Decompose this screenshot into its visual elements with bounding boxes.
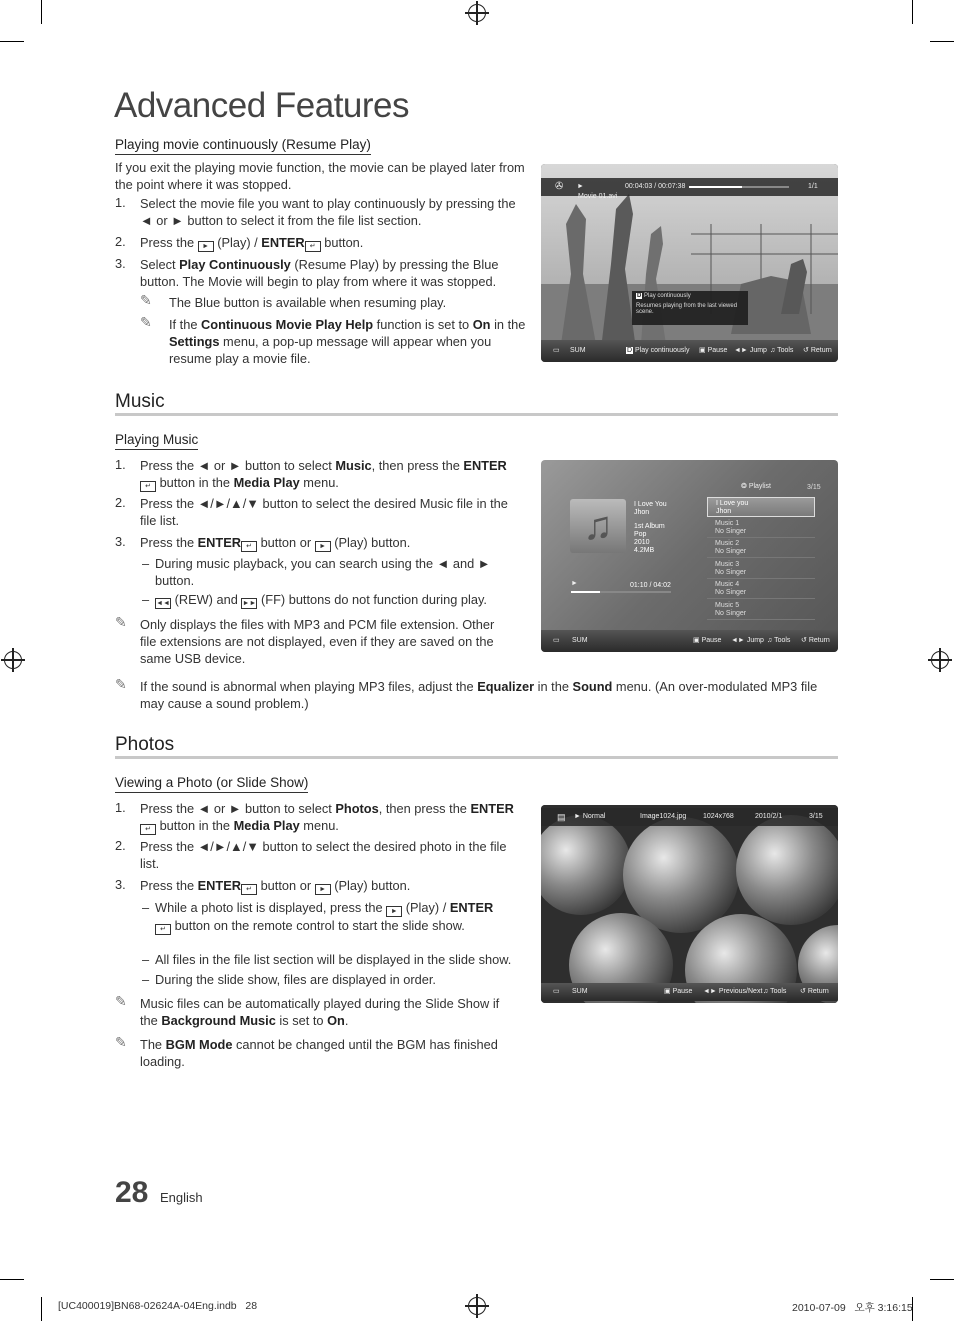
enter-icon: ↵ — [155, 924, 171, 935]
photo-key-bar: ▭ SUM ▣ Pause ◄► Previous/Next ♫ Tools ↺ Return — [541, 983, 838, 1001]
key-pause[interactable]: ▣ Pause — [699, 347, 728, 354]
photo-icon: ▤ — [557, 812, 566, 822]
play-button-icon: ► — [315, 884, 331, 895]
song-size: 4.2MB — [634, 547, 655, 554]
usb-icon: ▭ — [553, 637, 560, 644]
photo-filename: Image1024.jpg — [640, 813, 687, 820]
step-number: 2. — [115, 838, 126, 853]
photos-heading: Viewing a Photo (or Slide Show) — [115, 775, 308, 793]
music-step3: Press the ENTER ↵ button or ► (Play) button. — [140, 535, 411, 550]
music-heading: Playing Music — [115, 432, 198, 450]
key-tools[interactable]: ♫ Tools — [770, 347, 794, 354]
page-title: Advanced Features — [114, 86, 410, 125]
dash-bullet: – — [142, 556, 150, 571]
music-step1: Press the ◄ or ► button to select Music, then press the ENTER↵ button in the Media Play menu. — [140, 458, 507, 490]
album-art-music-note-icon: ♫ — [570, 499, 626, 553]
movie-icon: ✇ — [555, 181, 564, 192]
note-pencil-icon: ✎ — [115, 614, 127, 630]
key-tools[interactable]: ♫ Tools — [767, 637, 791, 644]
music-dash2: ◄◄ (REW) and ►► (FF) buttons do not function during play. — [156, 592, 487, 607]
key-jump[interactable]: ◄► Jump — [731, 637, 764, 644]
step-number: 1. — [115, 800, 126, 815]
music-note1: Only displays the files with MP3 and PCM file extension. Other file extensions are not displayed, even if they are saved on the same USB device. — [140, 617, 495, 666]
movie-screen — [541, 164, 838, 362]
playlist-item[interactable] — [707, 518, 815, 538]
photo-screen — [541, 805, 838, 1003]
resume-heading: Playing movie continuously (Resume Play) — [115, 137, 371, 155]
playlist-item-title: Music 1 — [715, 519, 740, 527]
music-dash1: During music playback, you can search using the ◄ and ► button. — [155, 556, 491, 588]
crop-mark — [41, 0, 42, 24]
page-number: 28 — [115, 1176, 149, 1209]
play-button-icon: ► — [386, 906, 402, 917]
music-screen — [541, 460, 838, 652]
playlist-item-title: Music 4 — [715, 581, 740, 588]
step-number: 1. — [115, 195, 126, 210]
registration-mark-icon — [4, 651, 22, 669]
photos-note2: The BGM Mode cannot be changed until the BGM has finished loading. — [140, 1037, 498, 1069]
enter-icon: ↵ — [140, 824, 156, 835]
enter-icon: ↵ — [305, 241, 321, 252]
playlist-item-artist: No Singer — [715, 568, 747, 576]
playlist-item-title: Music 3 — [715, 560, 740, 568]
key-return[interactable]: ↺ Return — [800, 988, 829, 995]
footer-language: English — [160, 1190, 203, 1205]
crop-mark — [912, 0, 913, 24]
enter-icon: ↵ — [140, 481, 156, 492]
dash-bullet: – — [142, 900, 150, 915]
photo-date: 2010/2/1 — [755, 813, 783, 820]
song-artist: Jhon — [634, 509, 650, 516]
movie-progress-fill — [689, 186, 742, 188]
photo-mode: ► Normal — [574, 813, 606, 820]
movie-key-bar: ▭ SUM D Play continuously ▣ Pause ◄► Jump ♫ Tools ↺ Return — [541, 340, 838, 362]
note-pencil-icon: ✎ — [140, 292, 152, 308]
photos-dash1: While a photo list is displayed, press the ► (Play) / ENTER↵ button on the remote control to start the slide show. — [155, 900, 494, 933]
note-pencil-icon: ✎ — [115, 676, 127, 692]
play-button-icon: ► — [198, 241, 214, 252]
play-state-icon: ► — [577, 183, 584, 190]
registration-mark-icon — [931, 651, 949, 669]
playlist-item-artist: No Singer — [715, 589, 747, 596]
key-pause[interactable]: ▣ Pause — [664, 988, 693, 995]
playlist-item[interactable] — [707, 497, 815, 517]
photo-page: 3/15 — [809, 813, 823, 820]
play-button-icon: ► — [315, 541, 331, 552]
step-number: 3. — [115, 256, 126, 271]
crop-mark — [930, 1279, 954, 1280]
movie-page: 1/1 — [808, 183, 818, 190]
section-divider — [115, 413, 838, 416]
playlist-item-artist: No Singer — [715, 527, 747, 535]
step-number: 2. — [115, 234, 126, 249]
section-divider — [115, 756, 838, 759]
key-return[interactable]: ↺ Return — [803, 347, 832, 354]
d-button-icon: D — [637, 293, 642, 299]
song-title: I Love You — [634, 501, 667, 508]
photos-step3: Press the ENTER ↵ button or ► (Play) button. — [140, 878, 411, 893]
enter-icon: ↵ — [241, 884, 257, 895]
playlist-item-artist: Jhon — [716, 508, 732, 515]
music-note2: If the sound is abnormal when playing MP3 files, adjust the Equalizer in the Sound menu. (An over-modulated MP3 file may cause a sound problem.) — [140, 679, 818, 711]
step-number: 3. — [115, 877, 126, 892]
play-state-icon: ► — [571, 580, 578, 587]
dash-bullet: – — [142, 952, 150, 967]
crop-mark — [0, 1279, 24, 1280]
music-progress-fill — [571, 591, 600, 593]
song-year: 2010 — [634, 539, 650, 546]
photos-step2: Press the ◄/►/▲/▼ button to select the desired photo in the file list. — [140, 839, 507, 871]
footer-date-info: 2010-07-09 오후 3:16:15 — [792, 1302, 913, 1314]
crop-mark — [930, 41, 954, 42]
music-key-bar: ▭ SUM ▣ Pause ◄► Jump ♫ Tools ↺ Return — [541, 630, 838, 652]
photos-note1: Music files can be automatically played during the Slide Show if the Background Music is set to On. — [140, 996, 500, 1028]
playlist-item-title: I Love you — [716, 500, 749, 507]
resume-step1: Select the movie file you want to play continuously by pressing the ◄ or ► button to select it from the file list section. — [140, 196, 516, 228]
step-number: 1. — [115, 457, 126, 472]
song-details — [634, 501, 667, 555]
photos-step1: Press the ◄ or ► button to select Photos, then press the ENTER↵ button in the Media Play menu. — [140, 801, 514, 833]
key-tools[interactable]: ♫ Tools — [763, 988, 787, 995]
song-genre: Pop — [634, 531, 647, 538]
movie-progress-track[interactable] — [689, 186, 789, 188]
song-album: 1st Album — [634, 523, 665, 530]
movie-filename: Movie 01.avi — [578, 193, 618, 200]
registration-mark-icon — [468, 4, 486, 22]
crop-mark — [0, 41, 24, 42]
step-number: 2. — [115, 495, 126, 510]
key-pause[interactable]: ▣ Pause — [693, 637, 722, 644]
enter-icon: ↵ — [241, 541, 257, 552]
resume-intro: If you exit the playing movie function, the movie can be played later from the point where it was stopped. — [115, 160, 525, 192]
photos-dash2: All files in the file list section will be displayed in the slide show. — [155, 952, 512, 967]
photo-resolution: 1024x768 — [703, 813, 734, 820]
ff-icon: ►► — [242, 600, 257, 607]
playlist-item[interactable] — [707, 559, 815, 579]
key-jump[interactable]: ◄► Jump — [734, 347, 767, 354]
key-return[interactable]: ↺ Return — [801, 637, 830, 644]
playlist-item[interactable] — [707, 538, 815, 558]
photos-dash3: During the slide show, files are displayed in order. — [155, 972, 436, 987]
registration-mark-icon — [468, 1297, 486, 1315]
playlist-item-artist: No Singer — [715, 548, 747, 555]
resume-popup: D Play continuously Resumes playing from the last viewed scene. — [632, 291, 748, 325]
usb-icon: ▭ — [553, 988, 560, 995]
key-previous-next[interactable]: ◄► Previous/Next — [703, 988, 763, 995]
usb-icon: ▭ — [553, 347, 560, 354]
apples-photo-image — [541, 805, 838, 1003]
dash-bullet: – — [142, 592, 150, 607]
dash-bullet: – — [142, 972, 150, 987]
crop-mark — [41, 1297, 42, 1321]
key-play-continuously[interactable]: D Play continuously — [627, 347, 690, 354]
resume-note1: The Blue button is available when resuming play. — [169, 295, 447, 310]
playlist-item[interactable] — [707, 600, 815, 620]
note-pencil-icon: ✎ — [115, 993, 127, 1009]
photo-info-bar — [541, 808, 838, 826]
resume-step3: Select Play Continuously (Resume Play) by pressing the Blue button. The Movie will begin to play from where it was stopped. — [140, 257, 499, 289]
playlist-item-artist: No Singer — [715, 609, 747, 617]
music-section-title: Music — [115, 391, 165, 412]
playlist-item-title: Music 5 — [715, 601, 740, 609]
resume-step2: Press the ► (Play) / ENTER ↵ button. — [140, 235, 364, 250]
music-page: 3/15 — [807, 484, 821, 491]
photos-section-title: Photos — [115, 734, 175, 755]
rew-icon: ◄◄ — [156, 600, 170, 607]
playlist-item-title: Music 2 — [715, 540, 740, 547]
music-step2: Press the ◄/►/▲/▼ button to select the desired Music file in the file list. — [140, 496, 508, 528]
note-pencil-icon: ✎ — [115, 1034, 127, 1050]
music-time: 01:10 / 04:02 — [630, 582, 671, 589]
music-progress-track[interactable] — [571, 591, 671, 593]
resume-note2: If the Continuous Movie Play Help function is set to On in the Settings menu, a pop-up message will appear when you resume play a movie file. — [169, 317, 526, 366]
footer-file-info: [UC400019]BN68-02624A-04Eng.indb 28 — [58, 1300, 258, 1312]
note-pencil-icon: ✎ — [140, 314, 152, 330]
playlist-label: ❂ Playlist — [741, 483, 771, 490]
movie-time: 00:04:03 / 00:07:38 — [625, 183, 686, 190]
playlist-item[interactable] — [707, 579, 815, 599]
step-number: 3. — [115, 534, 126, 549]
